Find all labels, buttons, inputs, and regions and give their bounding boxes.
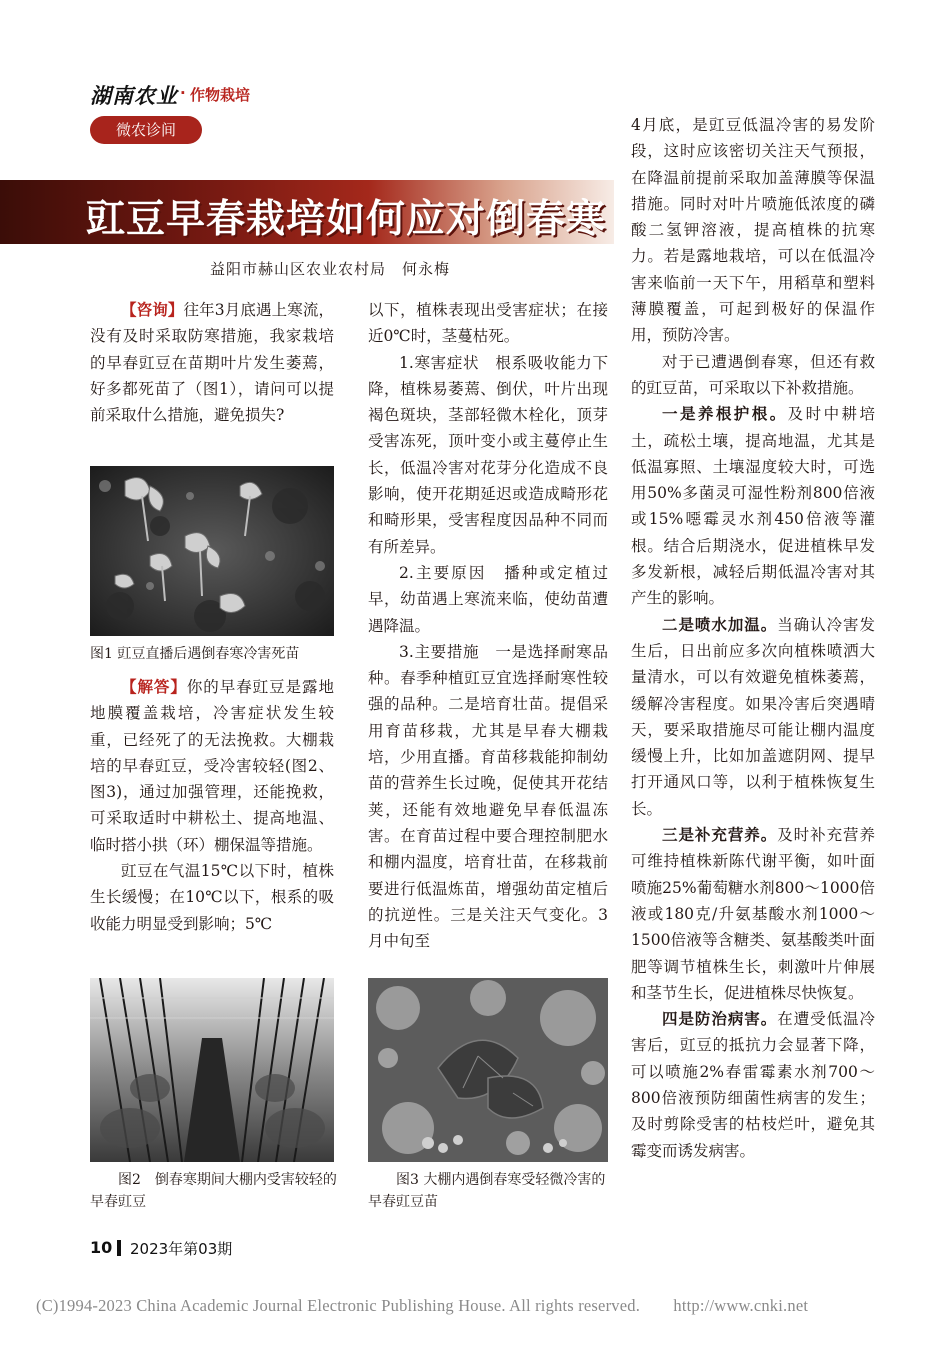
section-name: 作物栽培: [190, 86, 251, 104]
header-separator: ·: [180, 84, 186, 102]
copyright-notice: (C)1994-2023 China Academic Journal Electronic Publishing House. All rights reserved. http://www.cnki.net: [36, 1296, 809, 1315]
remedy-3: [631, 822, 875, 1006]
answer-text: 你的早春豇豆是露地地膜覆盖栽培，冷害症状发生较重，已经死了的无法挽救。大棚栽培的早春豇豆，受冷害较轻(图2、图3)，通过加强管理，还能挽救，可采取适时中耕松土、提高地温、临时搭小拱（环）棚保温等措施。: [90, 678, 334, 854]
column-tag: 微农诊间: [90, 116, 202, 144]
measures-heading: 3.主要措施: [399, 642, 480, 661]
consult-paragraph: [90, 297, 334, 428]
weather-paragraph-cont: 4月底，是豇豆低温冷害的易发阶段，这时应该密切关注天气预报，在降温前提前采取加盖薄膜等保温措施。同时对叶片喷施低浓度的磷酸二氢钾溶液，提高植株的抗寒力。若是露地栽培，可以在低温冷害来临前一天下午，用稻草和塑料薄膜覆盖，可起到极好的保温作用，预防冷害。: [631, 116, 875, 345]
cause-text: 播种或定植过早，幼苗遇上寒流来临，使幼苗遭遇降温。: [368, 563, 608, 635]
remedy-2: [631, 612, 875, 822]
remedy-2-heading: 二是喷水加温。: [662, 614, 778, 634]
column-3: [631, 112, 875, 1164]
symptom-text: 根系吸收能力下降，植株易萎蔫、倒伏，叶片出现褐色斑块，茎部轻微木栓化，顶芽受害冻死，顶叶变小或主蔓停止生长，低温冷害对花芽分化造成不良影响，使开花期延迟或造成畸形花和畸形果，受害程度因品种不同而有所差异。: [368, 353, 608, 556]
issue-label: 2023年第03期: [130, 1240, 233, 1258]
remedy-4-text: 在遭受低温冷害后，豇豆的抵抗力会显著下降，可以喷施2%春雷霉素水剂700～800倍液预防细菌性病害的发生；及时剪除受害的枯枝烂叶，避免其霉变而诱发病害。: [631, 1010, 875, 1160]
figure-1-photo: [90, 466, 334, 636]
measures-text: 一是选择耐寒品种。春季种植豇豆宜选择耐寒性较强的品种。二是培育壮苗。提倡采用育苗移栽，尤其是早春大棚栽培，少用直播。育苗移栽能抑制幼苗的营养生长过晚，促使其开花结荚，还能有效地避免早春低温冻害。在育苗过程中要合理控制肥水和棚内温度，培育壮苗，在移栽前要进行低温炼苗，增强幼苗定植后的抗逆性。三是关注天气变化。3月中旬至: [368, 642, 608, 951]
consult-label: 【咨询】: [121, 301, 184, 319]
figure-1-caption: 图1 豇豆直播后遇倒春寒冷害死苗: [90, 646, 300, 662]
remedy-1-heading: 一是养根护根。: [662, 404, 788, 424]
footer-divider: [117, 1240, 121, 1256]
figure-2-photo: [90, 978, 334, 1162]
remedy-2-text: 当确认冷害发生后，日出前应多次向植株喷洒大量清水，可以有效避免植株萎蔫，缓解冷害程度。如果冷害后突遇晴天，要采取措施尽可能让棚内温度缓慢上升，比如加盖遮阴网、提早打开通风口等，以利于植株恢复生长。: [631, 615, 875, 818]
column-2: [368, 297, 608, 954]
remedy-4: [631, 1006, 875, 1164]
consult-text: 往年3月底遇上寒流，没有及时采取防寒措施，我家栽培的早春豇豆在苗期叶片发生萎蔫，好多都死苗了（图1），请问可以提前采取什么措施，避免损失?: [90, 301, 334, 425]
remedy-1-text: 及时中耕培土，疏松土壤，提高地温，尤其是低温寡照、土壤湿度较大时，可选用50%多菌灵可湿性粉剂800倍液或15%噁霉灵水剂450倍液等灌根。结合后期浇水，促进植株早发多发新根，减轻后期低温冷害对其产生的影响。: [631, 405, 875, 608]
remedy-3-heading: 三是补充营养。: [662, 825, 778, 845]
page-number: 10: [90, 1238, 113, 1257]
measures-paragraph: [368, 639, 608, 955]
article-byline: 益阳市赫山区农业农村局 何永梅: [210, 260, 451, 278]
remedy-4-heading: 四是防治病害。: [662, 1009, 778, 1029]
cause-heading: 2.主要原因: [399, 563, 487, 582]
remedy-3-text: 及时补充营养可维持植株新陈代谢平衡，如叶面喷施25%葡萄糖水剂800～1000倍液或180克/升氨基酸水剂1000～1500倍液等含糖类、氨基酸类叶面肥等调节植株生长，刺激叶片伸展和茎节生长，促进植株尽快恢复。: [631, 826, 875, 1002]
article-title: 豇豆早春栽培如何应对倒春寒: [86, 197, 607, 242]
cause-paragraph: [368, 560, 608, 639]
remedy-1: [631, 401, 875, 611]
answer-section: [90, 674, 334, 937]
symptom-paragraph: [368, 350, 608, 560]
temperature-paragraph-cont: 以下，植株表现出受害症状；在接近0℃时，茎蔓枯死。: [368, 301, 608, 346]
remedy-intro: 对于已遭遇倒春寒，但还有救的豇豆苗，可采取以下补救措施。: [631, 352, 875, 397]
temperature-paragraph: 豇豆在气温15℃以下时，植株生长缓慢；在10℃以下，根系的吸收能力明显受到影响；5℃: [90, 862, 334, 933]
answer-paragraph: [90, 674, 334, 858]
consult-section: [90, 297, 334, 428]
answer-label: 【解答】: [121, 678, 187, 696]
figure-3-photo: [368, 978, 608, 1162]
figure-3-caption: 图3 大棚内遇倒春寒受轻微冷害的早春豇豆苗: [368, 1172, 606, 1210]
magazine-brand: 湖南农业: [90, 84, 178, 108]
figure-2-caption: 图2 倒春寒期间大棚内受害较轻的早春豇豆: [90, 1172, 337, 1210]
symptom-heading: 1.寒害症状: [399, 353, 480, 372]
